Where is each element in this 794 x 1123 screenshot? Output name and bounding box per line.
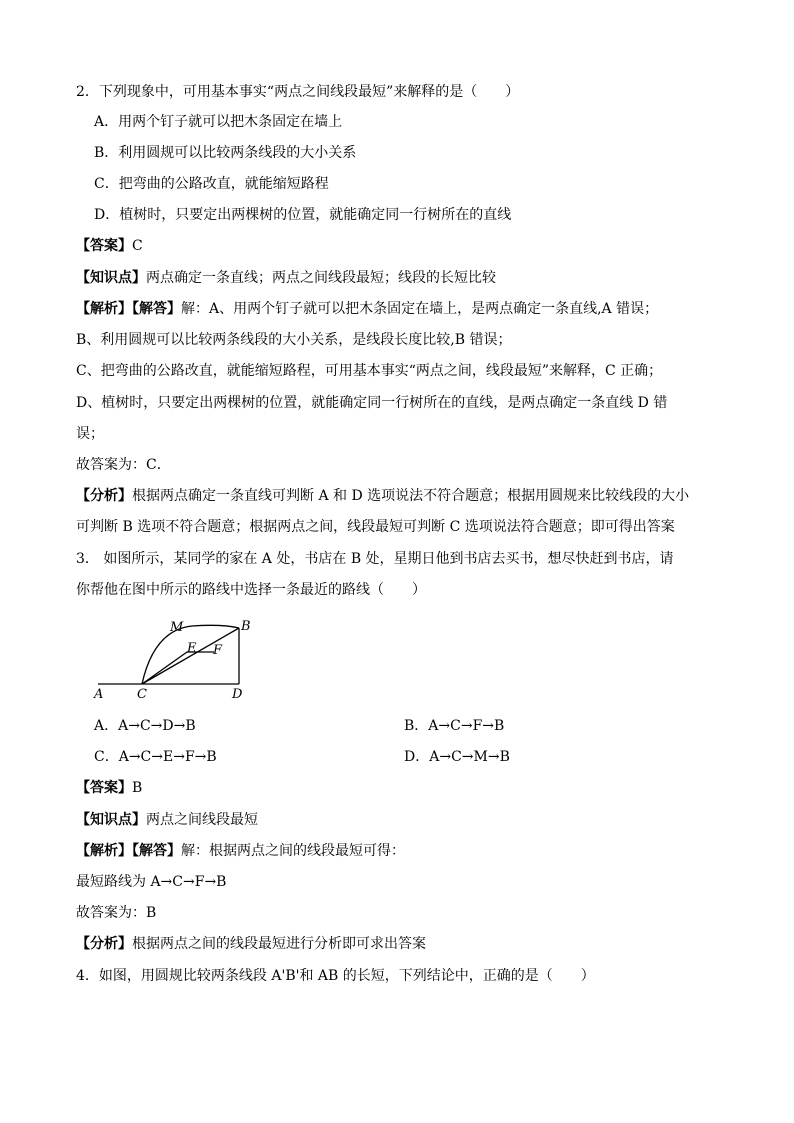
q2-analysis-line: D、植树时，只要定出两棵树的位置，就能确定同一行树所在的直线，是两点确定一条直线 D 错 — [76, 395, 668, 411]
q2-option-c: C．把弯曲的公路改直，就能缩短路程 — [94, 176, 329, 192]
fenxi-text: 根据两点确定一条直线可判断 A 和 D 选项说法不符合题意；根据用圆规来比较线段的大小 — [132, 488, 690, 504]
label-f: F — [213, 643, 223, 658]
q2-fenxi-line: 可判断 B 选项不符合题意；根据两点之间，线段最短可判断 C 选项说法符合题意；即可得出答案 — [76, 519, 675, 535]
q2-option-a: A．用两个钉子就可以把木条固定在墙上 — [94, 114, 343, 130]
q3-conclusion: 故答案为：B — [76, 905, 157, 921]
q2-option-b: B．利用圆规可以比较两条线段的大小关系 — [94, 145, 357, 161]
q2-analysis — [76, 299, 658, 319]
q3-answer — [76, 778, 142, 798]
q2-option-d: D．植树时，只要定出两棵树的位置，就能确定同一行树所在的直线 — [94, 207, 512, 223]
q3-stem: 3． 如图所示，某同学的家在 A 处，书店在 B 处，星期日他到书店去买书，想尽快赶到书店，请 — [76, 551, 674, 567]
q3-knowledge — [76, 810, 258, 830]
line-cfb — [142, 628, 239, 684]
q2-analysis-line: 误； — [76, 426, 104, 442]
q3-option-d: D．A→C→M→B — [404, 749, 510, 765]
answer-value: C — [132, 238, 143, 254]
knowledge-tag: 【知识点】 — [76, 270, 146, 286]
analysis-tag: 【解析】【解答】 — [76, 843, 181, 859]
q2-conclusion: 故答案为：C． — [76, 457, 171, 473]
label-d: D — [232, 687, 243, 702]
label-b: B — [241, 619, 251, 634]
q2-fenxi — [76, 486, 689, 506]
q2-stem: 2．下列现象中，可用基本事实“两点之间线段最短”来解释的是（ ） — [76, 84, 520, 100]
q3-fenxi — [76, 934, 426, 954]
label-c: C — [137, 687, 147, 702]
q2-analysis-line: B、利用圆规可以比较两条线段的大小关系，是线段长度比较,B 错误； — [76, 332, 512, 348]
q4-stem: 4．如图，用圆规比较两条线段 A'B'和 AB 的长短，下列结论中，正确的是（ ） — [76, 968, 595, 984]
fenxi-tag: 【分析】 — [76, 936, 132, 952]
fenxi-text: 根据两点之间的线段最短进行分析即可求出答案 — [132, 936, 426, 952]
q3-analysis — [76, 841, 405, 861]
q3-option-c: C．A→C→E→F→B — [94, 749, 217, 765]
q3-route-figure — [92, 614, 262, 704]
label-e: E — [187, 641, 197, 656]
q2-answer — [76, 236, 143, 256]
q2-knowledge — [76, 268, 496, 288]
analysis-text: 解：根据两点之间的线段最短可得： — [181, 843, 405, 859]
q2-analysis-line: C、把弯曲的公路改直，就能缩短路程，可用基本事实“两点之间，线段最短”来解释，C 正确； — [76, 363, 663, 379]
knowledge-value: 两点之间线段最短 — [146, 812, 258, 828]
q3-analysis-line: 最短路线为 A→C→F→B — [76, 874, 227, 890]
knowledge-tag: 【知识点】 — [76, 812, 146, 828]
q3-option-b: B．A→C→F→B — [404, 718, 505, 734]
analysis-text: 解：A、用两个钉子就可以把木条固定在墙上，是两点确定一条直线,A 错误； — [181, 301, 659, 317]
answer-tag: 【答案】 — [76, 780, 132, 796]
label-a: A — [94, 687, 104, 702]
answer-tag: 【答案】 — [76, 238, 132, 254]
q3-stem-line: 你帮他在图中所示的路线中选择一条最近的路线（ ） — [76, 582, 426, 598]
path-cef — [142, 652, 214, 684]
fenxi-tag: 【分析】 — [76, 488, 132, 504]
analysis-tag: 【解析】【解答】 — [76, 301, 181, 317]
knowledge-value: 两点确定一条直线；两点之间线段最短；线段的长短比较 — [146, 270, 496, 286]
q3-option-a: A．A→C→D→B — [94, 718, 196, 734]
answer-value: B — [132, 780, 143, 796]
label-m: M — [170, 620, 184, 635]
